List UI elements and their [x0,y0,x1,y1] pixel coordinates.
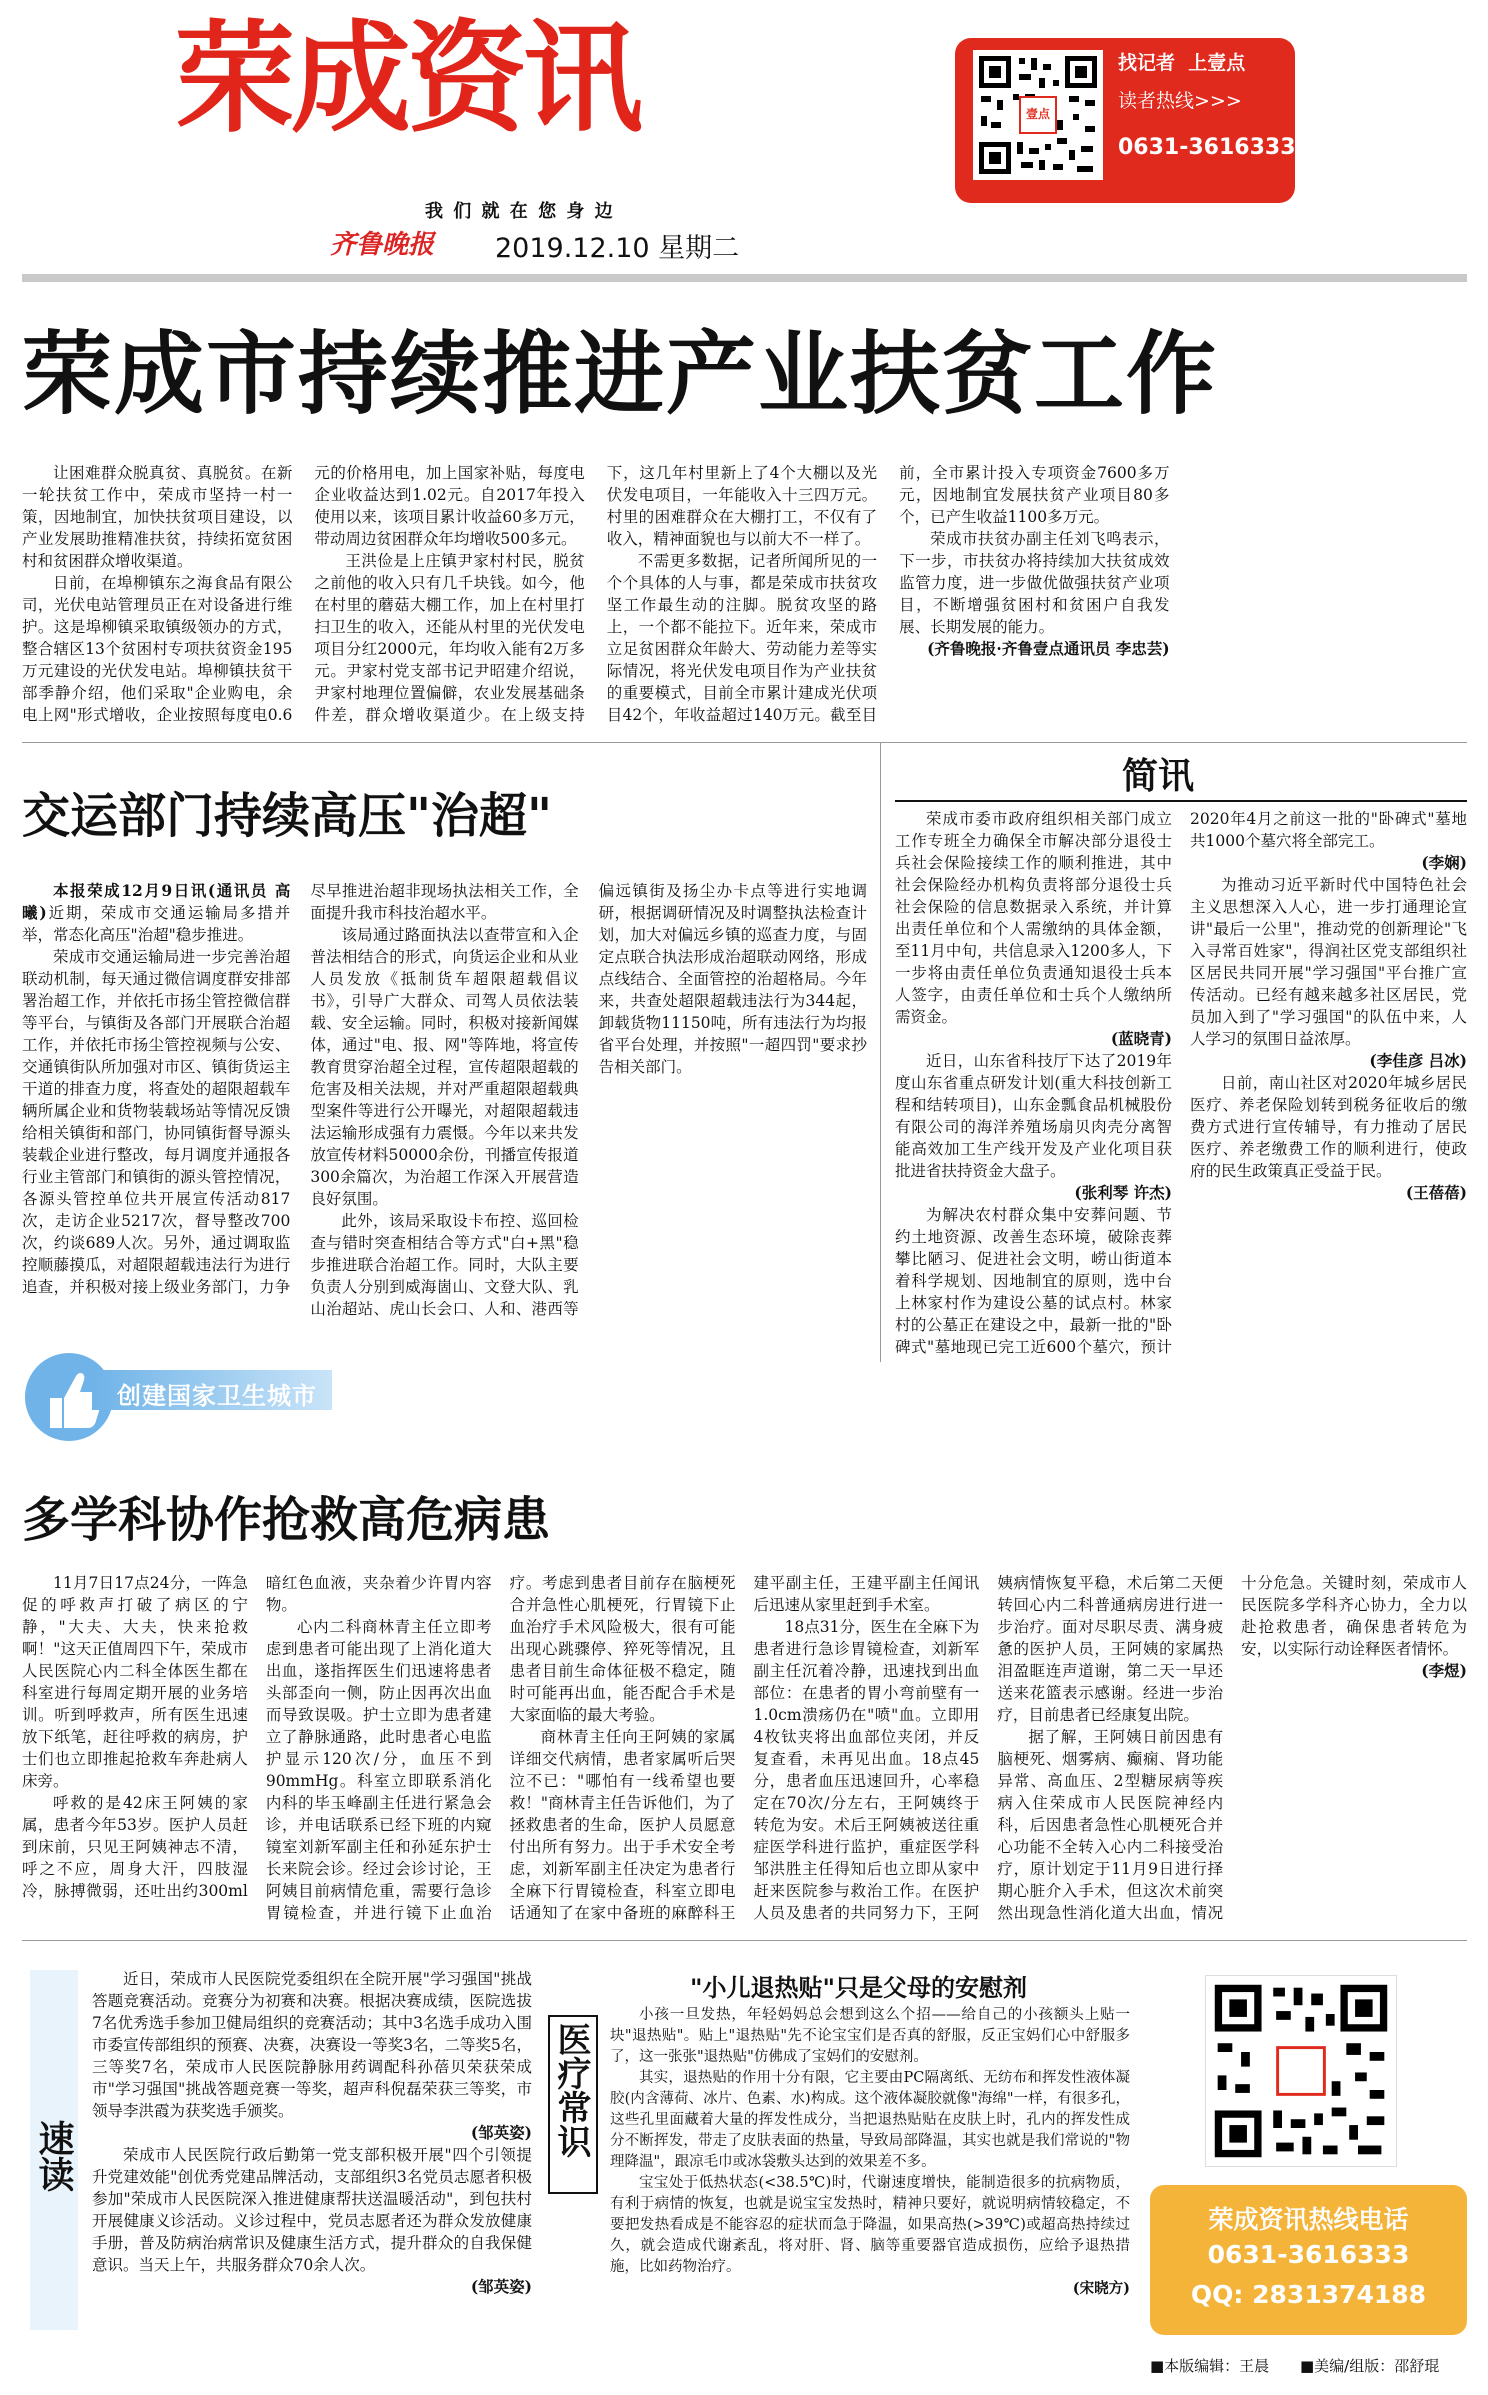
brief-item: 近日，山东省科技厅下达了2019年度山东省重点研发计划(重大科技创新工程和结转项目)，山东金瓢食品机械股份有限公司的海洋养殖场扇贝肉壳分离智能高效加工生产线开发及产业化项目获批进省扶持资金大盘子。 [895,1052,1172,1180]
bottom-qr-code[interactable] [1205,1975,1397,2167]
brief-credit: (蓝晓青) [1110,1029,1172,1048]
article3-credit: (李煜) [1421,1661,1467,1680]
quick-read-body [92,1968,532,2298]
medical-label: 医疗常识 [551,2022,591,2158]
medical-credit: (宋晓方) [1072,2280,1130,2297]
quick-read-item: 荣成市人民医院行政后勤第一党支部积极开展"四个引领提升党建效能"创优秀党建品牌活动，支部组织3名党员志愿者积极参加"荣成市人民医院深入推进健康帮扶送温暖活动"，到包扶村开展健康义诊活动。义诊过程中，党员志愿者还为群众发放健康手册，普及防病治病常识及健康生活方式，提升群众的自我保健意识。当天上午，共服务群众70余人次。 [92,2146,532,2274]
brief-item: 荣成市委市政府组织相关部门成立工作专班全力确保全市解决部分退役士兵社会保险接续工作的顺利推进，其中社会保险经办机构负责将部分退役士兵社会保险的信息数据录入系统，并计算出责任单位和个人需缴纳的具体金额，至11月中旬，共信息录入1200多人，下一步将由责任单位负责通知退役士兵本人签字，由责任单位和士兵个人缴纳所需资金。 [895,810,1172,1026]
briefs-heading: 简讯 [1122,756,1195,797]
article3-paragraph: 心内二科商林青主任立即考虑到患者可能出现了上消化道大出血，遂指挥医生们迅速将患者头部歪向一侧，防止因再次出血而导致误吸。护士立即为患者建立了静脉通路，此时患者心电监护显示120次/分，血压不到90mmHg。科室立即联系消化内科的毕玉峰副主任进行紧急会诊，并电话联系已经下班的内窥镜室刘新军副主任和孙延东护士长来院会诊。经过会诊讨论，王阿姨目前病情危重，需要行急诊胃镜检查，并进行镜下止血治疗。考虑到患者目前存在脑梗死合并急性心肌梗死，行胃镜下止血治疗手术风险极大，很有可能出现心跳骤停、猝死等情况，且患者目前生命体征极不稳定，随时可能再出血，能否配合手术是大家面临的最大考验。 [265,1574,736,1922]
medical-paragraph: 小孩一旦发热，年轻妈妈总会想到这么个招——给自己的小孩额头上贴一块"退热贴"。贴上"退热贴"先不论宝宝们是否真的舒服，反正宝妈们心中舒服多了，这一张张"退热贴"仿佛成了宝妈们的安慰剂。 [610,2007,1130,2065]
article1-body [22,462,1462,728]
issue-date: 2019.12.10 星期二 [495,233,740,264]
find-reporter-text: 找记者 上壹点 [1118,52,1246,74]
hotline-number[interactable]: 0631-3616333 [1118,135,1296,160]
article3-paragraph: 呼救的是42床王阿姨的家属，患者今年53岁。医护人员赶到床前，只见王阿姨神志不清，呼之不应，周身大汗，四肢湿冷，脉搏微弱，还吐出约300ml暗红色血液，夹杂着少许胃内容物。 [22,1574,492,1900]
medical-body [610,2005,1130,2299]
article2-paragraph: 此外，该局采取设卡布控、巡回检查与错时突查相结合等方式"白+黑"稳步推进联合治超工作。同时，大队主要负责人分别到威海崮山、文登大队、乳山治超站、虎山长会口、人和、港西等偏远镇街及扬尘办卡点等进行实地调研，根据调研情况及时调整执法检查计划，加大对偏远乡镇的巡查力度，与固定点联合执法形成治超联动网络，形成点线结合、全面管控的治超格局。今年来，共查处超限超载违法行为344起，卸载货物11150吨，所有违法行为均报省平台处理，并按照"一超四罚"要求抄告相关部门。 [310,882,867,1318]
article2-paragraph: 该局通过路面执法以查带宣和入企普法相结合的形式，向货运企业和从业人员发放《抵制货车超限超载倡议书》，引导广大群众、司驾人员依法装载、安全运输。同时，积极对接新闻媒体，通过"电、报、网"等阵地，将宣传教育贯穿治超全过程，宣传超限超载的危害及相关法规，并对严重超限超载典型案件等进行公开曝光，对超限超载违法运输形成强有力震慑。今年以来共发放宣传材料50000余份，刊播宣传报道300余篇次，为治超工作深入开展营造良好氛围。 [310,926,579,1208]
medical-paragraph: 宝宝处于低热状态(<38.5℃)时，代谢速度增快，能制造很多的抗病物质，有利于病情的恢复，也就是说宝宝发热时，精神只要好，就说明病情较稳定，不要把发热看成是不能容忍的症状而急于降温，如果高热(>39℃)或超高热持续过久，就会造成代谢紊乱，将对肝、肾、脑等重要器官造成损伤，应给予退热措施，比如药物治疗。 [610,2175,1130,2275]
brief-credit: (王蓓蓓) [1405,1183,1467,1202]
brief-credit: (李娴) [1421,853,1467,872]
qr-code-icon [1206,1976,1396,2166]
article2-paragraph [22,880,290,946]
medical-paragraph: 其实，退热贴的作用十分有限，它主要由PC隔离纸、无纺布和挥发性液体凝胶(内含薄荷、冰片、色素、水)构成。这个液体凝胶就像"海绵"一样，有很多孔，这些孔里面藏着大量的挥发性成分，当把退热贴贴在皮肤上时，孔内的挥发性成分不断挥发，带走了皮肤表面的热量，导致局部降温，其实也就是我们常说的"物理降温"，跟凉毛巾或冰袋敷头达到的效果差不多。 [610,2070,1130,2170]
masthead-divider [22,274,1467,282]
article2-lead-text: 近期，荣成市交通运输局多措并举，常态化高压"治超"稳步推进。 [22,904,291,944]
paper-name-logo: 齐鲁晚报 [330,230,435,260]
hotline-box-qq[interactable]: QQ: 2831374188 [1190,2280,1427,2309]
qr-center-logo: 壹点 [1025,107,1050,121]
hotline-prompt: 读者热线>>> [1118,90,1242,112]
brief-item: 为解决农村群众集中安葬问题、节约土地资源、改善生态环境，破除丧葬攀比陋习、促进社会文明，崂山街道本着科学规划、因地制宜的原则，选中台上林家村作为建设公墓的试点村。林家村的公墓正在建设之中，最新一批的"卧碑式"墓地现已完工近600个墓穴，预计2020年4月之前这一批的"卧碑式"墓地共1000个墓穴将全部完工。 [895,810,1467,1356]
health-city-banner [22,1350,332,1445]
article3-body [22,1572,1467,1924]
article2-paragraph: 荣成市交通运输局进一步完善治超联动机制，每天通过微信调度群安排部署治超工作，并依托市扬尘管控微信群等平台，与镇街及各部门开展联合治超工作，并依托市扬尘管控视频与公安、交通镇街队所加强对市区、镇街货运主干道的排查力度，将查处的超限超载车辆所属企业和货物装载场站等情况反馈给相关镇街和部门，协同镇街督导源头装载企业进行整改，每月调度并通报各行业主管部门和镇街的源头管控情况，各源头管控单位共开展宣传活动817次，走访企业5217次，督导整改700次，约谈689人次。另外，通过调取监控顺藤摸瓜，对超限超载违法行为进行追查，并积极对接上级业务部门，力争尽早推进治超非现场执法相关工作，全面提升我市科技治超水平。 [22,882,579,1296]
article2-body [22,880,867,1338]
hotline-box-title: 荣成资讯热线电话 [1208,2205,1409,2234]
article2-lead: 本报荣成12月9日讯(通讯员 高曦) [22,881,291,922]
article1-paragraph: 让困难群众脱真贫、真脱贫。在新一轮扶贫工作中，荣成市坚持一村一策，因地制宜，加快扶贫项目建设，以产业发展助推精准扶贫，持续拓宽贫困村和贫困群众增收渠道。 [22,464,293,570]
article1-paragraph: 荣成市扶贫办副主任刘飞鸣表示，下一步，市扶贫办将持续加大扶贫成效监管力度，进一步做优做强扶贫产业项目，不断增强贫困村和贫困户自我发展、长期发展的能力。 [899,530,1170,636]
brief-item: 日前，南山社区对2020年城乡居民医疗、养老保险划转到税务征收后的缴费方式进行宣传辅导，有力推动了居民医疗、养老缴费工作的顺利进行，使政府的民生政策真正受益于民。 [1190,1074,1467,1180]
quick-read-credit: (邹英姿) [470,2277,532,2296]
article1-paragraph: 日前，在埠柳镇东之海食品有限公司，光伏电站管理员正在对设备进行维护。这是埠柳镇采取镇级领办的方式，整合辖区13个贫困村专项扶贫资金195万元建设的光伏发电站。埠柳镇扶贫干部季静介绍，他们采取"企业购电，余电上网"形式增收，企业按照每度电0.6元的价格用电，加上国家补贴，每度电企业收益达到1.02元。自2017年投入使用以来，该项目累计收益60多万元，带动周边贫困群众年均增收500多元。 [22,464,585,724]
article1-credit: (齐鲁晚报·齐鲁壹点通讯员 李忠芸) [927,639,1170,658]
masthead-qr-code[interactable] [973,50,1103,180]
quick-read-item: 近日，荣成市人民医院党委组织在全院开展"学习强国"挑战答题竞赛活动。竞赛分为初赛和决赛。根据决赛成绩，医院选拔7名优秀选手参加卫健局组织的竞赛活动；其中3名选手成功入围市委宣传部组织的预赛、决赛，决赛设一等奖3名，二等奖5名，三等奖7名，荣成市人民医院静脉用药调配科孙蓓贝荣获荣成市"学习强国"挑战答题竞赛一等奖，超声科倪磊荣获三等奖，市领导李洪霞为获奖选手颁奖。 [92,1970,532,2120]
article3-paragraph: 商林青主任向王阿姨的家属详细交代病情，患者家属听后哭泣不已："哪怕有一线希望也要救！"商林青主任告诉他们，为了拯救患者的生命，医护人员愿意付出所有努力。出于手术安全考虑，刘新军副主任决定为患者行全麻下行胃镜检查，科室立即电话通知了在家中备班的麻醉科王建平副主任，王建平副主任闻讯后迅速从家里赶到手术室。 [509,1574,980,1922]
article1-paragraph: 不需更多数据，记者所闻所见的一个个具体的人与事，都是荣成市扶贫攻坚工作最生动的注脚。脱贫攻坚的路上，一个都不能拉下。近年来，荣成市立足贫困群众年龄大、劳动能力差等实际情况，将光伏发电项目作为产业扶贫的重要模式，目前全市累计建成光伏项目42个，年收益超过140万元。截至目前，全市累计投入专项资金7600多万元，因地制宜发展扶贫产业项目80多个，已产生收益1100多万元。 [606,464,1170,724]
article3-paragraph: 据了解，王阿姨日前因患有脑梗死、烟雾病、癫痫、肾功能异常、高血压、2型糖尿病等疾病入住荣成市人民医院神经内科，后因患者急性心肌梗死合并心功能不全转入心内二科接受治疗，原计划定于11月9日进行择期心脏介入手术，但这次术前突然出现急性消化道大出血，情况十分危急。关键时刻，荣成市人民医院多学科齐心协力，全力以赴抢救患者，确保患者转危为安，以实际行动诠释医者情怀。 [997,1574,1467,1922]
footer-editor: ■本版编辑：王晨 [1150,2357,1270,2375]
article3-paragraph: 18点31分，医生在全麻下为患者进行急诊胃镜检查，刘新军副主任沉着冷静，迅速找到出血部位：在患者的胃小弯前壁有一1.0cm溃疡仍在"喷"血。立即用4枚钛夹将出血部位夹闭，并反复查看，未再见出血。18点45分，患者血压迅速回升，心率稳定在70次/分左右，王阿姨终于转危为安。术后王阿姨被送往重症医学科进行监护，重症医学科邹洪胜主任得知后也立即从家中赶来医院参与救治工作。在医护人员及患者的共同努力下，王阿姨病情恢复平稳，术后第二天便转回心内二科普通病房进行进一步治疗。面对尽职尽责、满身疲惫的医护人员，王阿姨的家属热泪盈眶连声道谢，第二天一早还送来花篮表示感谢。经进一步治疗，目前患者已经康复出院。 [753,1574,1224,1922]
masthead-title: 荣成资讯 [175,10,639,149]
quick-read-label: 速读 [33,2120,74,2192]
briefs-body [895,808,1467,1366]
section-divider [22,742,1467,743]
article1-paragraph: 王洪俭是上庄镇尹家村村民，脱贫之前他的收入只有几千块钱。如今，他在村里的蘑菇大棚工作，加上在村里打扫卫生的收入，还能从村里的光伏发电项目分红2000元，年均收入能有2万多元。尹家村党支部书记尹昭建介绍说，尹家村地理位置偏僻，农业发展基础条件差，群众增收渠道少。在上级支持下，这几年村里新上了4个大棚以及光伏发电项目，一年能收入十三四万元。村里的困难群众在大棚打工，不仅有了收入，精神面貌也与以前大不一样了。 [314,464,878,724]
briefs-column-divider [880,742,881,1362]
masthead-slogan: 我 们 就 在 您 身 边 [425,201,615,222]
brief-credit: (李佳彦 吕冰) [1369,1051,1467,1070]
article3-paragraph: 11月7日17点24分，一阵急促的呼救声打破了病区的宁静，"大夫、大夫，快来抢救啊！"这天正值周四下午，荣成市人民医院心内二科全体医生都在科室进行每周定期开展的业务培训。听到呼救声，所有医生迅速放下纸笔，赶往呼救的病房，护士们也立即推起抢救车奔赴病人床旁。 [22,1574,248,1790]
banner-text: 创建国家卫生城市 [117,1382,317,1410]
footer-designer: ■美编/组版：邵舒琨 [1300,2357,1440,2375]
brief-item: 为推动习近平新时代中国特色社会主义思想深入人心，进一步打通理论宣讲"最后一公里"，推动党的创新理论"飞入寻常百姓家"，得润社区党支部组织社区居民共同开展"学习强国"平台推广宣传活动。已经有越来越多社区居民，党员加入到了"学习强国"的队伍中来，人人学习的氛围日益浓厚。 [1190,876,1467,1048]
quick-read-credit: (邹英姿) [470,2123,532,2142]
article3-headline: 多学科协作抢救高危病患 [22,1492,551,1548]
article2-headline: 交运部门持续高压"治超" [22,788,553,844]
brief-credit: (张利琴 许杰) [1074,1183,1172,1202]
hotline-box-phone[interactable]: 0631-3616333 [1207,2240,1410,2269]
article1-headline: 荣成市持续推进产业扶贫工作 [22,322,1218,427]
bottom-section-divider [22,1940,1467,1941]
briefs-heading-rule [895,800,1467,802]
medical-headline: "小儿退热贴"只是父母的安慰剂 [690,1974,1028,2002]
